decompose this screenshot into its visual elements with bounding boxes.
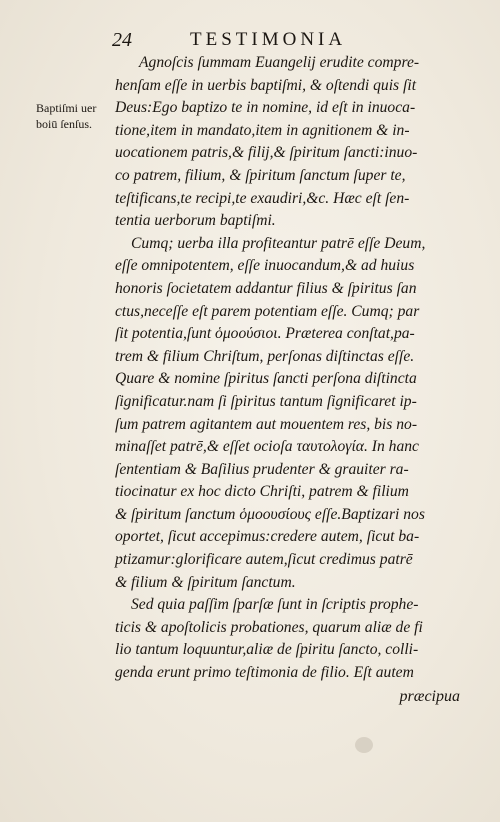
paper-stain — [355, 737, 373, 753]
text-line: Cumq; uerba illa profiteantur patrē eſſe Deum, — [131, 234, 426, 252]
margin-note-line: boiū ſenſus. — [36, 117, 92, 131]
text-line: ſignificatur.nam ſi ſpiritus tantum ſignificaret ip- — [115, 392, 417, 410]
text-line: honoris ſocietatem addantur filius & ſpiritus ſan — [115, 279, 417, 297]
margin-note-line: Baptiſmi uer — [36, 101, 97, 115]
catchword: præcipua — [399, 688, 460, 705]
text-line: trem & filium Chriſtum, perſonas diſtinctas eſſe. — [115, 347, 415, 365]
text-line: uocationem patris,& filij,& ſpiritum ſancti:inuo- — [115, 144, 418, 162]
text-line: tione,item in mandato,item in agnitionem & in- — [115, 121, 410, 139]
text-line: ctus,neceſſe eſt parem potentiam eſſe. Cumq; par — [115, 302, 420, 320]
text-line: co patrem, filium, & ſpiritum ſanctum ſuper te, — [115, 166, 406, 184]
text-line: tentia uerborum baptiſmi. — [115, 212, 276, 230]
text-line: genda erunt primo teſtimonia de filio. Eſt autem — [115, 664, 414, 682]
margin-note — [36, 100, 122, 132]
text-line: ptizamur:glorificare autem,ſicut credimus patrē — [115, 551, 413, 569]
text-line: minaſſet patrē,& eſſet ocioſa ταυτολογία. In hanc — [115, 438, 419, 456]
text-line: lio tantum loquuntur,aliæ de ſpiritu ſancto, colli- — [115, 641, 419, 659]
text-line: ſententiam & Baſilius prudenter & grauiter ra- — [115, 460, 409, 478]
text-line: ſum patrem agitantem aut mouentem res, bis no- — [115, 415, 418, 433]
text-line: & ſpiritum ſanctum ὁμοουσίους eſſe.Baptizari nos — [115, 505, 425, 523]
text-line: oportet, ſicut accepimus:credere autem, ſicut ba- — [115, 528, 420, 546]
text-line: eſſe omnipotentem, eſſe inuocandum,& ad huius — [115, 257, 415, 275]
text-line: ticis & apoſtolicis probationes, quarum aliæ de fi — [115, 618, 423, 636]
text-line: Sed quia paſſim ſparſæ ſunt in ſcriptis prophe- — [131, 596, 419, 614]
text-line: & filium & ſpiritum ſanctum. — [115, 573, 296, 591]
text-line: Agnoſcis ſummam Euangelij erudite compre- — [139, 54, 420, 71]
text-line: tiocinatur ex hoc dicto Chriſti, patrem & filium — [115, 483, 409, 501]
body-text — [115, 52, 465, 685]
text-line: Deus:Ego baptizo te in nomine, id eſt in inuoca- — [115, 99, 416, 117]
text-line: teſtificans,te recipi,te exaudiri,&c. Hæc eſt ſen- — [115, 189, 410, 207]
text-line: henſam eſſe in uerbis baptiſmi, & oſtendi quis ſit — [115, 76, 417, 94]
running-title: TESTIMONIA — [190, 29, 347, 50]
page-header — [112, 29, 460, 51]
text-line: ſit potentia,ſunt ὁμοούσιοι. Præterea conſtat,pa- — [115, 325, 415, 343]
text-line: Quare & nomine ſpiritus ſancti perſona diſtincta — [115, 370, 417, 388]
page-number: 24 — [112, 29, 132, 51]
